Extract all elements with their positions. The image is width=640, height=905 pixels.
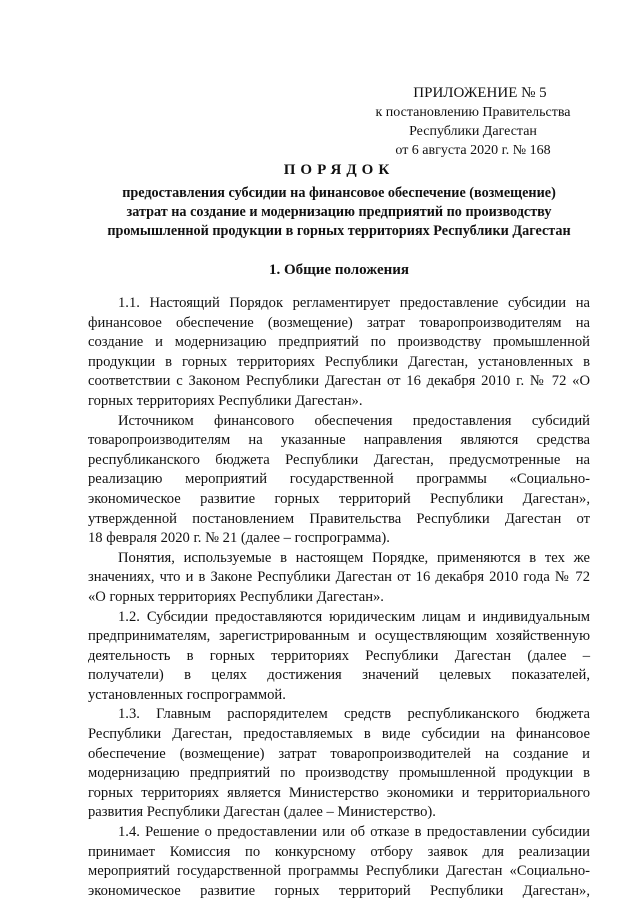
body-text — [88, 294, 590, 901]
paragraph-line: 1.1. Настоящий Порядок регламентирует предоставление субсидии на — [118, 295, 590, 311]
appendix-reference: к постановлению Правительства — [375, 105, 571, 120]
paragraph — [88, 823, 590, 901]
paragraph — [88, 705, 590, 823]
paragraph-line: принимает Комиссия по конкурсному отбору заявок для реализации — [88, 843, 590, 860]
paragraph — [88, 608, 590, 706]
paragraph-line: «О горных территориях Республики Дагестан». — [88, 588, 384, 605]
paragraph-line: 1.4. Решение о предоставлении или об отказе в предоставлении субсидии — [118, 824, 590, 841]
paragraph-line: экономическое развитие горных территорий Республики Дагестан», — [88, 490, 590, 507]
paragraph-line: установленных госпрограммой. — [88, 686, 286, 703]
subtitle-line: промышленной продукции в горных территориях Республики Дагестан — [107, 223, 571, 239]
paragraph-line: горных территориях Республики Дагестан». — [88, 392, 363, 409]
section-heading: 1. Общие положения — [268, 262, 410, 278]
paragraph-line: экономическое развитие горных территорий Республики Дагестан», — [88, 882, 590, 899]
paragraph-line: мероприятий государственной программы Республики Дагестан «Социально- — [88, 863, 590, 880]
paragraph-line: Источником финансового обеспечения предоставления субсидий — [118, 412, 590, 429]
paragraph-line: деятельность в горных территориях Республики Дагестан (далее – — [88, 647, 590, 664]
document-title: ПОРЯДОК — [283, 162, 395, 178]
paragraph-line: Республики Дагестан, предоставляемых в виде субсидии на финансовое — [88, 726, 590, 743]
paragraph — [88, 412, 590, 549]
paragraph-line: товаропроизводителям на указанные направления являются средства — [88, 432, 590, 449]
paragraph-line: 1.2. Субсидии предоставляются юридическим лицам и индивидуальным — [118, 608, 590, 625]
paragraph-line: республиканского бюджета Республики Дагестан, предусмотренные на — [88, 451, 590, 468]
subtitle-line: затрат на создание и модернизацию предприятий по производству — [126, 204, 552, 220]
paragraph-line: модернизацию предприятий по производству промышленной продукции в — [88, 765, 590, 782]
paragraph-line: реализацию мероприятий государственной программы «Социально- — [88, 471, 590, 488]
appendix-republic: Республики Дагестан — [409, 124, 537, 139]
paragraph-line: финансовое обеспечение (возмещение) затрат товаропроизводителям на — [88, 314, 590, 331]
appendix-number: ПРИЛОЖЕНИЕ № 5 — [413, 85, 547, 101]
paragraph-line: создание и модернизацию предприятий по производству промышленной — [88, 334, 590, 351]
paragraph-line: Понятия, используемые в настоящем Порядке, применяются в тех же — [118, 549, 590, 566]
paragraph-line: 18 февраля 2020 г. № 21 (далее – госпрограмма). — [88, 530, 390, 547]
paragraph-line: горных территориях является Министерство экономики и территориального — [88, 784, 590, 801]
paragraph — [88, 294, 590, 412]
paragraph-line: 1.3. Главным распорядителем средств республиканского бюджета — [118, 706, 590, 723]
paragraph-line: значениях, что и в Законе Республики Дагестан от 16 декабря 2010 года № 72 — [88, 569, 590, 586]
document-subtitle — [88, 184, 590, 241]
subtitle-line: предоставления субсидии на финансовое обеспечение (возмещение) — [122, 185, 556, 201]
paragraph-line: продукции в горных территориях Республики Дагестан, установленных в — [88, 353, 590, 370]
paragraph-line: предпринимателям, зарегистрированным и осуществляющим хозяйственную — [88, 628, 590, 645]
paragraph — [88, 549, 590, 608]
paragraph-line: утвержденной постановлением Правительства Республики Дагестан от — [88, 510, 590, 527]
paragraph-line: соответствии с Законом Республики Дагестан от 16 декабря 2010 г. № 72 «О — [88, 373, 590, 390]
paragraph-line: получатели) в целях достижения значений целевых показателей, — [88, 667, 590, 684]
appendix-block — [356, 84, 590, 160]
appendix-date: от 6 августа 2020 г. № 168 — [395, 143, 551, 158]
paragraph-line: обеспечение (возмещение) затрат товаропроизводителей на создание и — [88, 745, 590, 762]
paragraph-line: развития Республики Дагестан (далее – Министерство). — [88, 804, 436, 821]
